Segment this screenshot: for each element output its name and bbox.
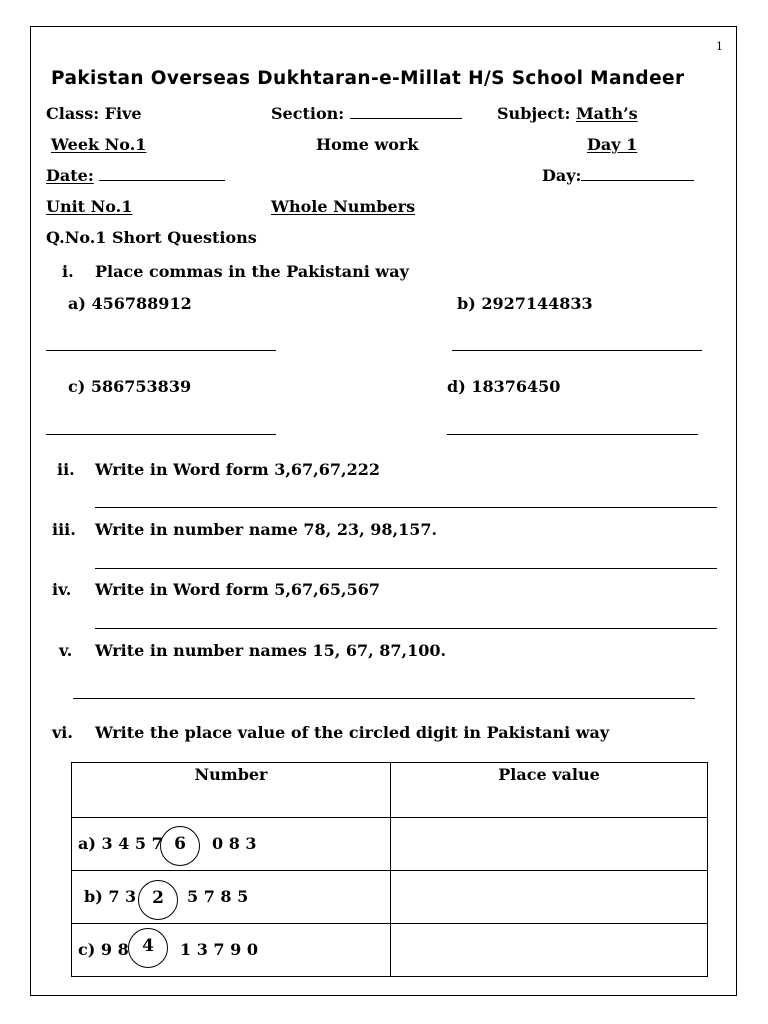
q1-item-b: b) 2927144833 [457, 294, 593, 313]
answer-line-b[interactable] [452, 350, 702, 351]
section-field [271, 104, 462, 124]
header-number: Number [72, 763, 391, 818]
number-prefix: a) 3 4 5 7 [78, 834, 163, 853]
table-row [72, 871, 708, 924]
header-place-value: Place value [391, 763, 708, 818]
q5-number: v. [59, 641, 73, 660]
q3-text: Write in number name 78, 23, 98,157. [95, 520, 438, 539]
date-field [46, 166, 225, 186]
day-field [542, 166, 694, 186]
day-number: Day 1 [587, 135, 638, 154]
place-value-table [71, 762, 708, 977]
subject-value: Math’s [575, 104, 638, 123]
subject-label: Subject: [497, 104, 571, 123]
table-row [72, 924, 708, 977]
number-prefix: b) 7 3 [84, 887, 137, 906]
subject-field [497, 104, 638, 124]
number-suffix: 0 8 3 [212, 834, 257, 853]
place-value-answer-cell[interactable] [391, 818, 708, 871]
circled-digit: 4 [128, 928, 168, 968]
answer-line-q3[interactable] [95, 568, 717, 569]
q3-number: iii. [52, 520, 76, 539]
circled-digit: 2 [138, 880, 178, 920]
place-value-answer-cell[interactable] [391, 871, 708, 924]
number-suffix: 1 3 7 9 0 [180, 940, 258, 959]
number-prefix: c) 9 8 [78, 940, 129, 959]
date-blank[interactable] [99, 166, 225, 181]
circled-digit: 6 [160, 826, 200, 866]
number-suffix: 5 7 8 5 [187, 887, 249, 906]
q1-item-c: c) 586753839 [68, 377, 192, 396]
table-header-row [72, 763, 708, 818]
question-heading: Q.No.1 Short Questions [46, 228, 257, 247]
page-number: 1 [716, 40, 723, 53]
answer-line-q2[interactable] [95, 507, 717, 508]
answer-line-a[interactable] [46, 350, 276, 351]
q5-text: Write in number names 15, 67, 87,100. [95, 641, 447, 660]
number-cell [72, 924, 391, 977]
day-label: Day: [542, 166, 582, 185]
answer-line-d[interactable] [447, 434, 698, 435]
q1-number: i. [62, 262, 74, 281]
section-blank[interactable] [350, 104, 462, 119]
day-blank[interactable] [581, 166, 694, 181]
answer-line-q4[interactable] [95, 628, 717, 629]
answer-line-q5[interactable] [73, 698, 695, 699]
topic-label: Whole Numbers [271, 197, 416, 216]
week-label: Week No.1 [51, 135, 147, 154]
section-label: Section: [271, 104, 345, 123]
unit-label: Unit No.1 [46, 197, 133, 216]
q2-number: ii. [57, 460, 75, 479]
q1-item-a: a) 456788912 [68, 294, 192, 313]
q2-text: Write in Word form 3,67,67,222 [95, 460, 380, 479]
school-title: Pakistan Overseas Dukhtaran-e-Millat H/S School Mandeer [51, 68, 685, 89]
q1-text: Place commas in the Pakistani way [95, 262, 409, 281]
place-value-answer-cell[interactable] [391, 924, 708, 977]
q4-number: iv. [52, 580, 72, 599]
q1-item-d: d) 18376450 [447, 377, 561, 396]
homework-label: Home work [316, 135, 419, 154]
q4-text: Write in Word form 5,67,65,567 [95, 580, 380, 599]
class-label: Class: Five [46, 104, 142, 123]
table-row [72, 818, 708, 871]
q6-text: Write the place value of the circled digit in Pakistani way [95, 723, 610, 742]
q6-number: vi. [52, 723, 73, 742]
number-cell [72, 818, 391, 871]
date-label: Date: [46, 166, 94, 185]
answer-line-c[interactable] [46, 434, 276, 435]
number-cell [72, 871, 391, 924]
